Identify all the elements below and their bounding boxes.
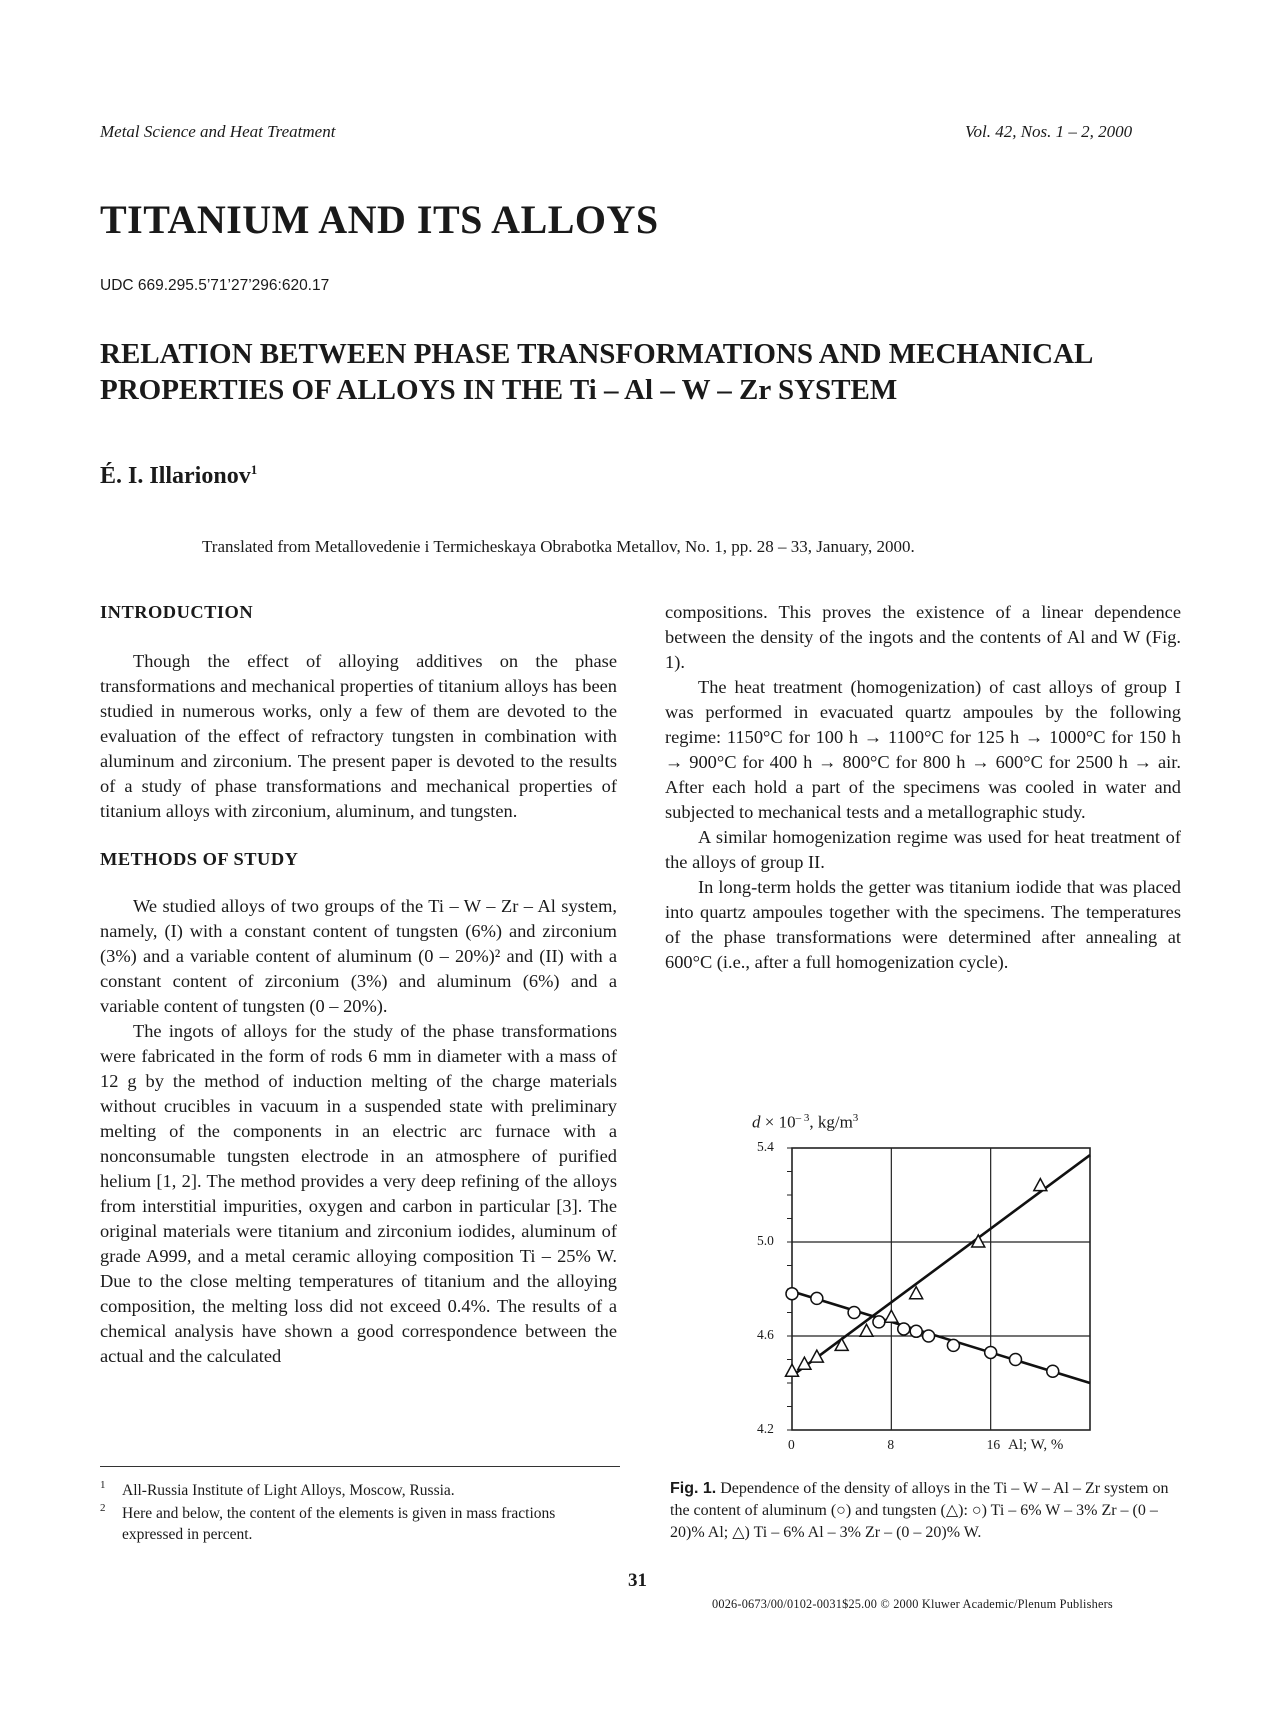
- intro-paragraph: Though the effect of alloying additives on the phase transformations and mechanical properties of titanium alloys has been studied in numerous works, only a few of them are devoted to the evaluation of the effect of refractory tungsten in combination with aluminum and zirconium. The present paper is devoted to the results of a study of phase transformations and mechanical properties of titanium alloys with zirconium, aluminum, and tungsten.: [100, 651, 617, 821]
- paper-title: RELATION BETWEEN PHASE TRANSFORMATIONS AND MECHANICAL PROPERTIES OF ALLOYS IN THE Ti – Al – W – Zr SYSTEM: [100, 338, 1092, 406]
- author-name: É. I. Illarionov: [100, 463, 251, 489]
- figure-caption-label: Fig. 1.: [670, 1480, 717, 1497]
- chart-y-axis-label: $d \times 10^{- 3}$, $kg/m^3$: [752, 1112, 859, 1132]
- footnotes: [100, 1480, 620, 1547]
- circle-data-point: [923, 1330, 935, 1342]
- footnote-2: 2 Here and below, the content of the elements is given in mass fractions expressed in percent.: [100, 1502, 556, 1543]
- author-footnote-mark: 1: [250, 462, 258, 477]
- chart-x-axis-label: Al; W, %: [1008, 1437, 1064, 1453]
- circle-data-point: [848, 1307, 860, 1319]
- translated-from: Translated from Metallovedenie i Termicheskaya Obrabotka Metallov, No. 1, pp. 28 – 33, January, 2000.: [202, 537, 915, 556]
- circle-data-point: [1047, 1365, 1059, 1377]
- circle-data-point: [985, 1346, 997, 1358]
- triangle-data-point: [786, 1364, 799, 1376]
- chart-x-tick-label: 8: [887, 1437, 895, 1452]
- triangle-data-point: [860, 1324, 873, 1336]
- triangle-data-point: [835, 1338, 848, 1350]
- circle-data-point: [873, 1316, 885, 1328]
- figure-caption: [670, 1478, 1180, 1544]
- circle-data-point: [947, 1339, 959, 1351]
- page-number: 31: [628, 1570, 647, 1591]
- figure-caption-text: Dependence of the density of alloys in the Ti – W – Al – Zr system on the content of aluminum (○) and tungsten (△): ○) Ti – 6% W – 3% Zr – (0 – 20)% Al; △) Ti – 6% Al – 3% Zr – (0 – 20)% W.: [670, 1480, 1169, 1541]
- chart-x-tick-label: 16: [986, 1437, 1001, 1452]
- right-paragraph-1: compositions. This proves the existence of a linear dependence between the density of the ingots and the contents of Al and W (Fig. 1).: [665, 602, 1181, 672]
- volume-info: Vol. 42, Nos. 1 – 2, 2000: [965, 122, 1133, 141]
- methods-paragraph-1: We studied alloys of two groups of the Ti – W – Zr – Al system, namely, (I) with a constant content of tungsten (6%) and zirconium (3%) and a variable content of aluminum (0 – 20%)² and (II) with a constant content of zirconium (3%) and aluminum (6%) and a variable content of tungsten (0 – 20%).: [100, 896, 617, 1016]
- circle-data-point: [898, 1323, 910, 1335]
- right-paragraph-4: In long-term holds the getter was titanium iodide that was placed into quartz ampoules together with the specimens. The temperatures of the phase transformations were determined after annealing at 600°C (i.e., after a full homogenization cycle).: [665, 877, 1181, 972]
- intro-heading: INTRODUCTION: [100, 602, 254, 622]
- chart-y-tick-label: 4.2: [757, 1421, 774, 1436]
- right-paragraph-3: A similar homogenization regime was used for heat treatment of the alloys of group II.: [665, 827, 1181, 872]
- triangle-data-point: [810, 1350, 823, 1362]
- udc-code: UDC 669.295.5’71’27’296:620.17: [100, 277, 330, 294]
- triangle-data-point: [1034, 1179, 1047, 1191]
- section-title: TITANIUM AND ITS ALLOYS: [100, 197, 659, 242]
- chart-y-tick-label: 5.0: [757, 1233, 774, 1248]
- chart-y-tick-label: 5.4: [757, 1139, 774, 1154]
- triangle-data-point: [885, 1310, 898, 1322]
- methods-heading: METHODS OF STUDY: [100, 849, 299, 869]
- footnote-1: 1 All-Russia Institute of Light Alloys, Moscow, Russia.: [100, 1479, 455, 1499]
- circle-data-point: [811, 1292, 823, 1304]
- methods-paragraph-2: The ingots of alloys for the study of the phase transformations were fabricated in the form of rods 6 mm in diameter with a mass of 12 g by the method of induction melting of the charge materials without crucibles in vacuum in a suspended state with preliminary melting of the components in an electric arc furnace with a nonconsumable tungsten electrode in an atmosphere of purified helium [1, 2]. The method provides a very deep refining of the alloys from interstitial impurities, oxygen and carbon in particular [3]. The original materials were titanium and zirconium iodides, aluminum of grade A999, and a metal ceramic alloying composition Ti – 25% W. Due to the close melting temperatures of titanium and the alloying composition, the melting loss did not exceed 0.4%. The results of a chemical analysis have shown a good correspondence between the actual and the calculated: [100, 1021, 617, 1366]
- copyright-line: 0026-0673/00/0102-0031$25.00 © 2000 Kluwer Academic/Plenum Publishers: [712, 1597, 1113, 1611]
- right-paragraph-2: The heat treatment (homogenization) of cast alloys of group I was performed in evacuated quartz ampoules by the following regime: 1150°C for 100 h → 1100°C for 125 h → 1000°C for 150 h → 900°C for 400 h → 800°C for 800 h → 600°C for 2500 h → air. After each hold a part of the specimens was cooled in water and subjected to mechanical tests and a metallographic study.: [665, 677, 1181, 822]
- footnote-divider: [100, 1466, 620, 1467]
- circle-data-point: [786, 1288, 798, 1300]
- circle-data-point: [1010, 1354, 1022, 1366]
- journal-name: Metal Science and Heat Treatment: [100, 122, 336, 141]
- circle-data-point: [910, 1325, 922, 1337]
- chart-x-tick-label: 0: [788, 1437, 795, 1452]
- chart-y-tick-label: 4.6: [757, 1327, 774, 1342]
- circle-series-line: [792, 1291, 1090, 1383]
